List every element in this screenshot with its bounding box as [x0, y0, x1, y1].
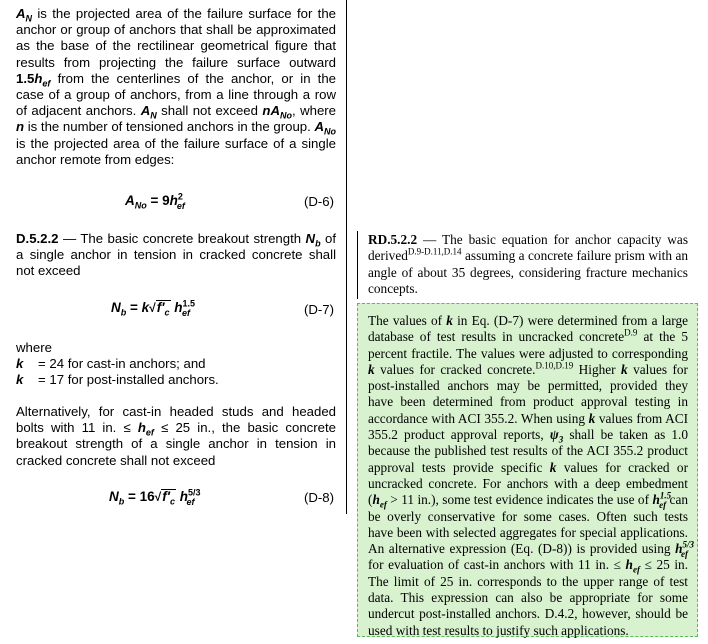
equation-d8: $N_b = 16√f'_c$ $h^{5/3}_{ef}$ (D-8)	[109, 487, 334, 507]
code-column	[0, 0, 347, 514]
where-label: where	[16, 340, 52, 355]
equation-d7: $N_b = k√f'_c$ $h^{1.5}_{ef}$ (D-7)	[111, 298, 334, 318]
rd522-paragraph: RD.5.2.2 — The basic equation for anchor capacity was derived$^{D.9-D.11,D.14}$ assuming a concrete failure prism with an angle of about 35 degrees, considering fracture mechanics concepts.	[368, 232, 688, 296]
k-definition-cast-in: k = 24 for cast-in anchors; and	[16, 356, 206, 371]
d522-paragraph: D.5.2.2 — The basic concrete breakout strength $N_b$ of a single anchor in tension in cracked concrete shall not exceed	[16, 231, 337, 279]
commentary-rule	[357, 231, 358, 299]
alternative-paragraph: Alternatively, for cast-in headed studs and headed bolts with 11 in. ≤ $h_{ef} \le 25$ in., the basic concrete breakout strength of a single anchor in tension in cracked concrete shall not exceed	[16, 404, 336, 468]
equation-d6: $A_{No} = 9h^2_{ef}$ (D-6)	[125, 191, 334, 211]
k-definition-post-installed: k = 17 for post-installed anchors.	[16, 372, 219, 387]
an-definition-paragraph: $A_N$ is the projected area of the failure surface for the anchor or group of anchors that shall be approximated as the base of the rectilinear geometrical figure that results from projecting the failure surface outward $1.5h_{ef}$ from the centerlines of the anchor, or in the case of a group of anchors, from a line through a row of adjacent anchors. $A_N$ shall not exceed $nA_{No}$, where n is the number of tensioned anchors in the group. $A_{No}$ is the projected area of the failure surface of a single anchor remote from edges:	[16, 6, 336, 167]
k-values-commentary: The values of k in Eq. (D-7) were determined from a large database of test results in uncracked concrete$^{D.9}$ at the 5 percent fractile. The values were adjusted to corresponding k values for cracked concrete.$^{D.10,D.19}$ Higher k values for post-installed anchors may be permitted, provided they have been determined from product approval testing in accordance with ACI 355.2. When using k values from ACI 355.2 product approval reports, $\psi_3$ shall be taken as 1.0 because the published test results of the ACI 355.2 product approval tests provide specific k values for cracked or uncracked concrete. For anchors with a deep embedment ($h_{ef} > 11$ in.), some test evidence indicates the use of $h^{1.5}_{ef}$ can be overly conservative for some cases. Often such tests have been with selected aggregates for special applications. An alternative expression (Eq. (D-8)) is provided using $h^{5/3}_{ef}$ for evaluation of cast-in anchors with 11 in. ≤ $h_{ef} \le 25$ in. The limit of 25 in. corresponds to the upper range of test data. This expression can also be appropriate for some undercut post-installed anchors. D.4.2, however, should be used with test results to justify such applications.	[368, 313, 695, 638]
